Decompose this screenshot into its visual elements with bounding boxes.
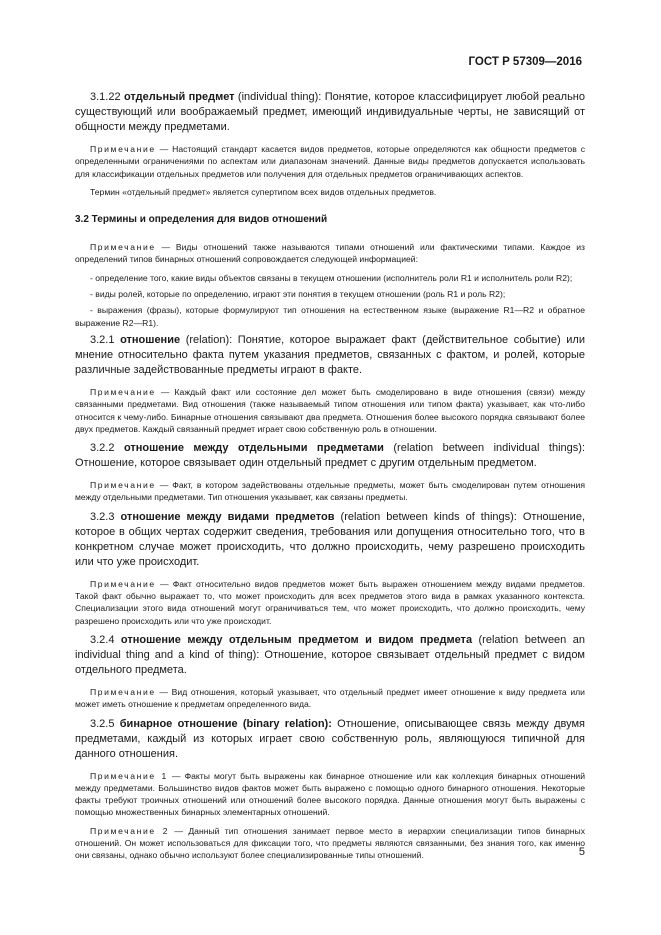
- term-3-2-1: [75, 333, 585, 378]
- note: [75, 770, 585, 819]
- note: [75, 825, 585, 862]
- term-3-2-3: [75, 510, 585, 570]
- term-english: (relation):: [185, 333, 233, 346]
- list-item: - определение того, какие виды объектов связаны в текущем отношении (исполнитель роли R1 и исполнитель роли R2);: [90, 272, 573, 283]
- note-text: — Вид отношения, который указывает, что отдельный предмет имеет отношение к виду предмета или может иметь отношение к предметам определенного вида.: [75, 686, 585, 710]
- note-continuation: Термин «отдельный предмет» является супертипом всех видов отдельных предметов.: [90, 186, 437, 197]
- term-number: 3.2.4: [90, 633, 115, 646]
- note-text: — Данный тип отношения занимает первое место в иерархии специализации типов бинарных отношений. Он может использоваться для фиксации того, что предметы являются связанными, без знания того, как именно они связаны, однако обычно используют более специализированные типы отношений.: [75, 825, 585, 861]
- note-label: Примечание 2: [90, 825, 170, 836]
- note: [75, 386, 585, 435]
- note-label: Примечание: [90, 480, 156, 491]
- document-body: [75, 90, 585, 868]
- term-definition: Отношение, которое в общих чертах содержит сведения, требования или допущения относительно того, что в конкретном случае может происходить, что должно происходить, чему разрешено происходить или что уже происходит.: [75, 510, 585, 568]
- note-label: Примечание 1: [90, 770, 168, 781]
- term-english: (individual thing):: [237, 91, 322, 103]
- note-text: — Факт, в котором задействованы отдельные предметы, может быть смоделирован путем отношения между отдельными предметами. Тип отношения указывает, как связаны предметы.: [75, 480, 585, 503]
- term-3-2-5: [75, 717, 585, 762]
- note-label: Примечание: [90, 686, 156, 697]
- note: [75, 479, 585, 504]
- term-number: 3.2.2: [90, 442, 115, 455]
- list-item: - виды ролей, которые по определению, играют эти понятия в текущем отношении (роль R1 и роль R2);: [90, 289, 506, 300]
- term-name: бинарное отношение (binary relation):: [119, 717, 332, 730]
- term-english: (relation between an individual thing and a kind of thing):: [75, 633, 585, 661]
- term-number: 3.2.3: [90, 510, 115, 523]
- note-text: — Каждый факт или состояние дел может быть смоделировано в виде отношения (связи) между связанными предметами. Вид отношения (также называемый типом отношения или типом факта) указывает, как что-либо относится к чему-либо. Бинарные отношения связывают два предмета. Отношения более высокого порядка связывают более двух предметов. Каждый связанный предмет играет свою собственную роль в отношении.: [75, 386, 585, 434]
- list-item: - выражения (фразы), которые формулируют тип отношения на естественном языке (выражение R1—R2 и обратное выражение R2—R1).: [75, 305, 585, 328]
- note-text: — Виды отношений также называются типами отношений или фактическими типами. Каждое из определений типов бинарных отношений сопровождается следующей информацией:: [75, 242, 585, 265]
- term-number: 3.2.5: [90, 717, 115, 730]
- note-label: Примечание: [90, 242, 156, 253]
- term-name: отношение между отдельными предметами: [123, 442, 384, 455]
- note-text: — Настоящий стандарт касается видов предметов, которые определяются как общности предметов с определенными ограничениями по аспектам или диапазонам значений. Данные виды предметов допускается использовать для классификации отдельных предметов или получения для отдельных предметов ограничивающих аспектов.: [75, 144, 585, 179]
- note: [75, 686, 585, 711]
- note: [75, 143, 585, 180]
- term-name: отношение между отдельным предметом и видом предмета: [120, 633, 473, 646]
- note-label: Примечание: [90, 386, 156, 397]
- term-name: отношение между видами предметов: [120, 510, 335, 523]
- note-label: Примечание: [90, 144, 156, 154]
- note: [75, 241, 585, 266]
- term-english: (relation between individual things):: [393, 442, 586, 455]
- term-name: отношение: [120, 333, 181, 346]
- standard-header: ГОСТ Р 57309—2016: [468, 56, 582, 68]
- term-english: (relation between kinds of things):: [340, 510, 517, 523]
- term-definition: Отношение, описывающее связь между двумя предметами, каждый из которых играет свою собственную роль, являющуюся типичной для данного отношения.: [75, 717, 585, 760]
- term-3-2-2: [75, 441, 585, 471]
- term-3-1-22: [75, 90, 585, 135]
- term-name: отдельный предмет: [123, 91, 235, 103]
- section-heading: 3.2 Термины и определения для видов отношений: [75, 214, 328, 226]
- term-definition: Понятие, которое классифицирует любой реально существующий или воображаемый предмет, имеющий индивидуальные черты, не зависящий от общности между предметами.: [75, 91, 585, 133]
- term-definition: Отношение, которое связывает один отдельный предмет с другим отдельным предметом.: [75, 457, 537, 470]
- term-definition: Понятие, которое выражает факт (действительное событие) или мнение относительно факта путем указания предметов, связанных с фактом, и ролей, которые различные задействованные предметы играют в факте.: [75, 333, 585, 376]
- note-label: Примечание: [90, 578, 156, 589]
- term-3-2-4: [75, 633, 585, 678]
- page-number: 5: [578, 846, 585, 858]
- note-text: — Факт относительно видов предметов может быть выражен отношением между видами предметов. Такой факт обычно выражает то, что может происходить для всех предметов этого вида в рамках указанного контекста. Специализации этого вида отношений могут ограничиваться тем, что может происходить, что должно происходить, чему разрешено происходить или что уже происходит.: [75, 578, 585, 626]
- note-text: — Факты могут быть выражены как бинарное отношение или как коллекция бинарных отношений между предметами. Большинство видов фактов может быть выражено с помощью одного бинарного отношения. Некоторые факты требуют троичных отношений или отношений более высокого порядка. Данные отношения могут быть выражены с помощью множественных бинарных элементарных отношений.: [75, 770, 586, 818]
- note: [75, 578, 585, 627]
- term-definition: Отношение, которое связывает отдельный предмет с видом отдельного предмета.: [75, 648, 585, 676]
- term-number: 3.1.22: [90, 91, 121, 103]
- term-number: 3.2.1: [90, 333, 115, 346]
